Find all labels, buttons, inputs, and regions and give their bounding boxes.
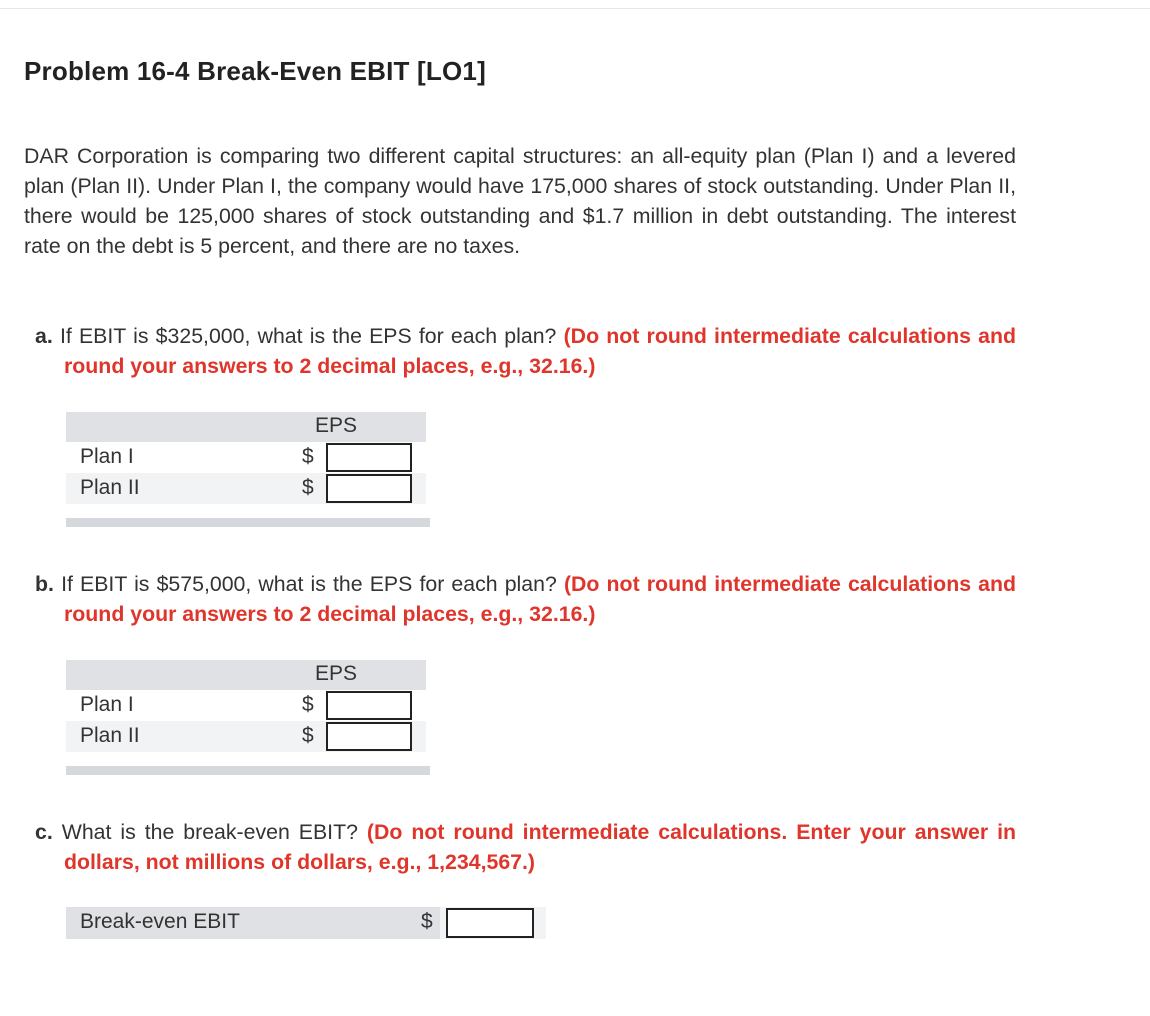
break-even-row <box>66 907 546 939</box>
eps-b-plan-2-input[interactable] <box>326 722 412 751</box>
dollar-sign: $ <box>421 910 433 933</box>
question-b-hint: (Do not round intermediate calculations and round your answers to 2 decimal places, e.g., 32.16.) <box>64 572 1017 626</box>
question-b-text: If EBIT is $575,000, what is the EPS for each plan? <box>61 572 557 596</box>
eps-table-a-header <box>66 412 426 442</box>
eps-column-header: EPS <box>315 414 358 437</box>
eps-a-plan-1-input[interactable] <box>326 443 412 472</box>
problem-title: Problem 16-4 Break-Even EBIT [LO1] <box>24 56 486 86</box>
eps-b-plan-1-input[interactable] <box>326 691 412 720</box>
question-a-letter: a. <box>35 324 53 348</box>
question-c <box>35 817 1016 877</box>
dollar-sign: $ <box>302 693 314 716</box>
question-a-text: If EBIT is $325,000, what is the EPS for each plan? <box>59 324 557 348</box>
eps-a-plan-2-input[interactable] <box>326 474 412 503</box>
problem-intro: DAR Corporation is comparing two different capital structures: an all-equity plan (Plan I) and a levered plan (Plan II). Under Plan I, the company would have 175,000 shares of stock outstanding. Under Plan II, there would be 125,000 shares of stock outstanding and $1.7 million in debt outstanding. The interest rate on the debt is 5 percent, and there are no taxes. <box>24 144 1016 258</box>
row-label: Plan II <box>80 476 140 499</box>
question-a <box>35 321 1016 381</box>
eps-row-plan-2 <box>66 721 426 752</box>
top-divider <box>0 8 1150 9</box>
eps-row-plan-1 <box>66 690 426 721</box>
break-even-label: Break-even EBIT <box>80 910 240 933</box>
eps-row-plan-1 <box>66 442 426 473</box>
question-c-text: What is the break-even EBIT? <box>61 820 358 844</box>
eps-table-b <box>66 660 426 752</box>
eps-table-b-footer <box>66 766 430 775</box>
eps-table-a-footer <box>66 518 430 527</box>
question-c-hint: (Do not round intermediate calculations. Enter your answer in dollars, not millions of dollars, e.g., 1,234,567.) <box>64 820 1016 874</box>
eps-table-b-header <box>66 660 426 690</box>
question-a-hint: (Do not round intermediate calculations and round your answers to 2 decimal places, e.g., 32.16.) <box>64 324 1017 378</box>
question-b-letter: b. <box>35 572 54 596</box>
eps-table-a <box>66 412 426 504</box>
dollar-sign: $ <box>302 476 314 499</box>
question-b <box>35 569 1016 629</box>
question-c-letter: c. <box>35 820 53 844</box>
row-label: Plan I <box>80 693 134 716</box>
row-label: Plan II <box>80 724 140 747</box>
dollar-sign: $ <box>302 445 314 468</box>
break-even-ebit-input[interactable] <box>446 908 534 938</box>
eps-row-plan-2 <box>66 473 426 504</box>
dollar-sign: $ <box>302 724 314 747</box>
row-label: Plan I <box>80 445 134 468</box>
eps-column-header: EPS <box>315 662 358 685</box>
